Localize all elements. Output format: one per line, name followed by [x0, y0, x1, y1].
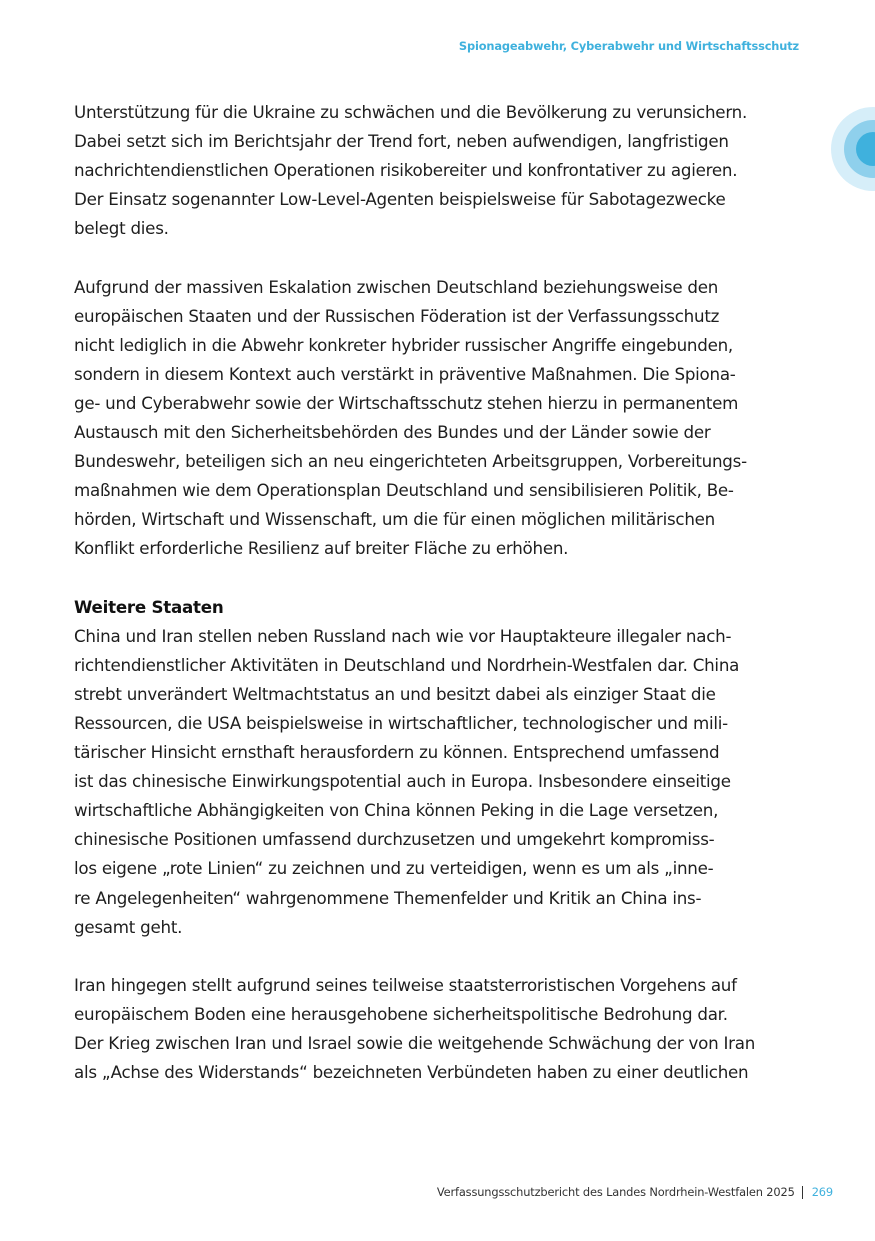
text-line: Ressourcen, die USA beispielsweise in wirtschaftlicher, technologischer und mili-: [74, 712, 728, 733]
page-number: 269: [811, 1185, 833, 1199]
text-line: Dabei setzt sich im Berichtsjahr der Trend fort, neben aufwendigen, langfristigen: [74, 131, 729, 152]
text-line: Iran hingegen stellt aufgrund seines teilweise staatsterroristischen Vorgehens auf: [74, 974, 737, 995]
text-line: als „Achse des Widerstands“ bezeichneten Verbündeten haben zu einer deutlichen: [74, 1062, 749, 1083]
text-line: Der Krieg zwischen Iran und Israel sowie die weitgehende Schwächung der von Iran: [74, 1033, 756, 1053]
footer-publication-title: Verfassungsschutzbericht des Landes Nordrhein-Westfalen 2025: [436, 1185, 795, 1199]
text-line: europäischem Boden eine herausgehobene sicherheitspolitische Bedrohung dar.: [74, 1003, 728, 1024]
paragraph: [74, 622, 804, 942]
running-header: Spionageabwehr, Cyberabwehr und Wirtschaftsschutz: [458, 39, 799, 53]
text-line: wirtschaftliche Abhängigkeiten von China können Peking in die Lage versetzen,: [74, 800, 719, 821]
text-line: ge- und Cyberabwehr sowie der Wirtschaftsschutz stehen hierzu in permanentem: [74, 392, 739, 413]
text-line: belegt dies.: [74, 218, 169, 239]
text-line: maßnahmen wie dem Operationsplan Deutschland und sensibilisieren Politik, Be-: [74, 480, 734, 501]
text-line: Der Einsatz sogenannter Low-Level-Agenten beispielsweise für Sabotagezwecke: [74, 189, 726, 210]
text-line: hörden, Wirtschaft und Wissenschaft, um die für einen möglichen militärischen: [74, 509, 716, 530]
text-line: ist das chinesische Einwirkungspotential auch in Europa. Insbesondere einseitige: [74, 771, 731, 792]
page-footer: [437, 1185, 833, 1199]
paragraph: [74, 971, 804, 1087]
section-heading: Weitere Staaten: [74, 596, 224, 617]
chapter-tab-marker: [830, 106, 875, 192]
text-line: europäischen Staaten und der Russischen Föderation ist der Verfassungsschutz: [74, 305, 720, 326]
text-line: re Angelegenheiten“ wahrgenommene Themenfelder und Kritik an China ins-: [74, 887, 702, 908]
text-line: los eigene „rote Linien“ zu zeichnen und zu verteidigen, wenn es um als „inne-: [74, 858, 714, 879]
text-line: sondern in diesem Kontext auch verstärkt in präventive Maßnahmen. Die Spiona-: [74, 363, 736, 384]
text-line: gesamt geht.: [74, 916, 183, 937]
text-line: Austausch mit den Sicherheitsbehörden des Bundes und der Länder sowie der: [74, 422, 711, 443]
text-line: Unterstützung für die Ukraine zu schwächen und die Bevölkerung zu verunsichern.: [74, 102, 748, 122]
text-line: China und Iran stellen neben Russland nach wie vor Hauptakteure illegaler nach-: [74, 625, 732, 646]
text-line: Konflikt erforderliche Resilienz auf breiter Fläche zu erhöhen.: [74, 538, 569, 559]
text-line: tärischer Hinsicht ernsthaft herausfordern zu können. Entsprechend umfassend: [74, 742, 720, 763]
text-line: Aufgrund der massiven Eskalation zwischen Deutschland beziehungsweise den: [74, 276, 719, 297]
text-line: strebt unverändert Weltmachtstatus an und besitzt dabei als einziger Staat die: [74, 683, 716, 704]
text-line: Bundeswehr, beteiligen sich an neu eingerichteten Arbeitsgruppen, Vorbereitungs-: [74, 451, 747, 472]
footer-divider: [802, 1186, 803, 1199]
text-line: richtendienstlicher Aktivitäten in Deutschland und Nordrhein-Westfalen dar. China: [74, 654, 740, 675]
paragraph: [74, 273, 804, 564]
text-line: nicht lediglich in die Abwehr konkreter hybrider russischer Angriffe eingebunden,: [74, 334, 733, 355]
paragraph: [74, 98, 804, 243]
text-line: nachrichtendienstlichen Operationen risikobereiter und konfrontativer zu agieren.: [74, 160, 738, 181]
main-content: [74, 98, 804, 1116]
text-line: chinesische Positionen umfassend durchzusetzen und umgekehrt kompromiss-: [74, 829, 715, 850]
